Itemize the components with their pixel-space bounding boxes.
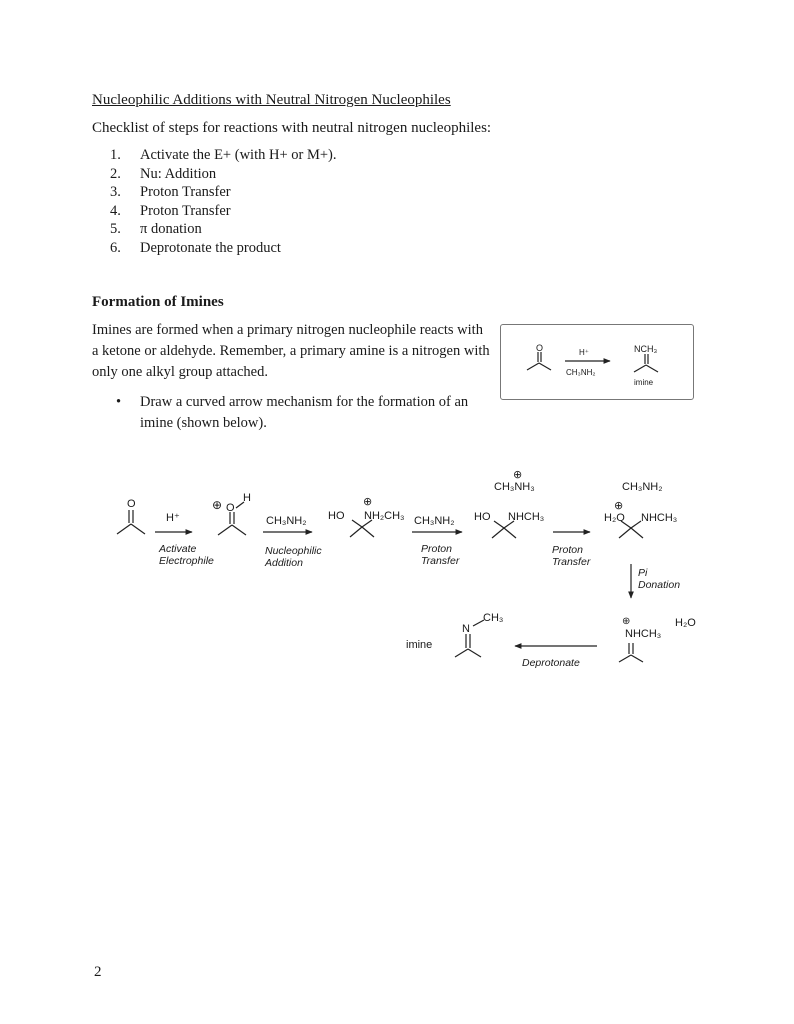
section-title: Formation of Imines	[92, 294, 224, 310]
s3-n: NH₂CH₃	[364, 510, 405, 522]
label-activate-2: Electrophile	[159, 555, 214, 567]
s4-bond	[494, 521, 504, 528]
inset-ketone-o: O	[536, 343, 544, 353]
bullet-text: Draw a curved arrow mechanism for the formation of an imine (shown below).	[140, 394, 469, 431]
product-label: imine	[406, 639, 433, 651]
s1-o: O	[127, 498, 136, 510]
page-title: Nucleophilic Additions with Neutral Nitrogen Nucleophiles	[92, 92, 451, 108]
s2-h: H	[243, 492, 251, 504]
product-n: N	[462, 623, 470, 635]
label-pi-2: Donation	[638, 579, 681, 591]
s4-top: CH₃NH₃	[494, 481, 535, 493]
s4-n: NHCH₃	[508, 511, 545, 523]
inset-catalyst: H⁺	[579, 348, 589, 357]
page-number: 2	[94, 964, 102, 980]
s2-plus: ⊕	[212, 498, 223, 512]
list-item: 5. π donation	[110, 221, 202, 238]
s6-water: H₂O	[675, 617, 696, 629]
label-deprotonate: Deprotonate	[522, 657, 580, 669]
checklist-intro: Checklist of steps for reactions with neutral nitrogen nucleophiles:	[92, 120, 492, 136]
s5-top: CH₃NH₂	[622, 481, 663, 493]
inset-product-label: imine	[634, 378, 654, 387]
s3-plus: ⊕	[363, 496, 373, 508]
bullet-dot-icon: •	[116, 394, 122, 410]
label-pt1-1: Proton	[421, 543, 452, 555]
s3-ho: HO	[328, 510, 345, 522]
s1-ketone-bond	[117, 524, 131, 534]
list-item: 2. Nu: Addition	[110, 165, 217, 182]
list-item: 1. Activate the E+ (with H+ or M+).	[110, 147, 337, 163]
list-item: 3. Proton Transfer	[110, 184, 231, 201]
label-pt2-1: Proton	[552, 544, 583, 556]
s4-top-plus: ⊕	[513, 469, 523, 481]
s5-plus: ⊕	[614, 500, 624, 512]
s3-bond	[352, 520, 362, 527]
inset-amine: CH₃NH₂	[566, 368, 596, 377]
s6-n: NHCH₃	[625, 628, 662, 640]
s2-o: O	[226, 502, 235, 514]
label-pt1-2: Transfer	[421, 555, 460, 567]
inset-product-group: NCH₃	[634, 344, 658, 354]
list-item: 6. Deprotonate the product	[110, 239, 281, 256]
label-pt2-2: Transfer	[552, 556, 591, 568]
list-item: 4. Proton Transfer	[110, 202, 231, 219]
product-ch3: CH₃	[483, 612, 504, 624]
imine-paragraph: Imines are formed when a primary nitrogen nucleophile reacts with a ketone or aldehyde. Remember, a primary amine is a nitrogen with only one alkyl group attached.	[92, 322, 490, 380]
s4-ho: HO	[474, 511, 491, 523]
label-addition-2: Addition	[265, 557, 303, 569]
label-addition-1: Nucleophilic	[265, 545, 322, 557]
s5-n: NHCH₃	[641, 512, 678, 524]
s2-reagent: CH₃NH₂	[266, 515, 307, 527]
s5-h2o: H₂O	[604, 512, 625, 524]
s6-plus: ⊕	[622, 616, 631, 627]
s3-reagent: CH₃NH₂	[414, 515, 455, 527]
label-activate-1: Activate	[159, 543, 197, 555]
inset-ketone-bond	[527, 363, 539, 370]
s1-reagent: H⁺	[166, 512, 180, 524]
label-pi-1: Pi	[638, 567, 648, 579]
